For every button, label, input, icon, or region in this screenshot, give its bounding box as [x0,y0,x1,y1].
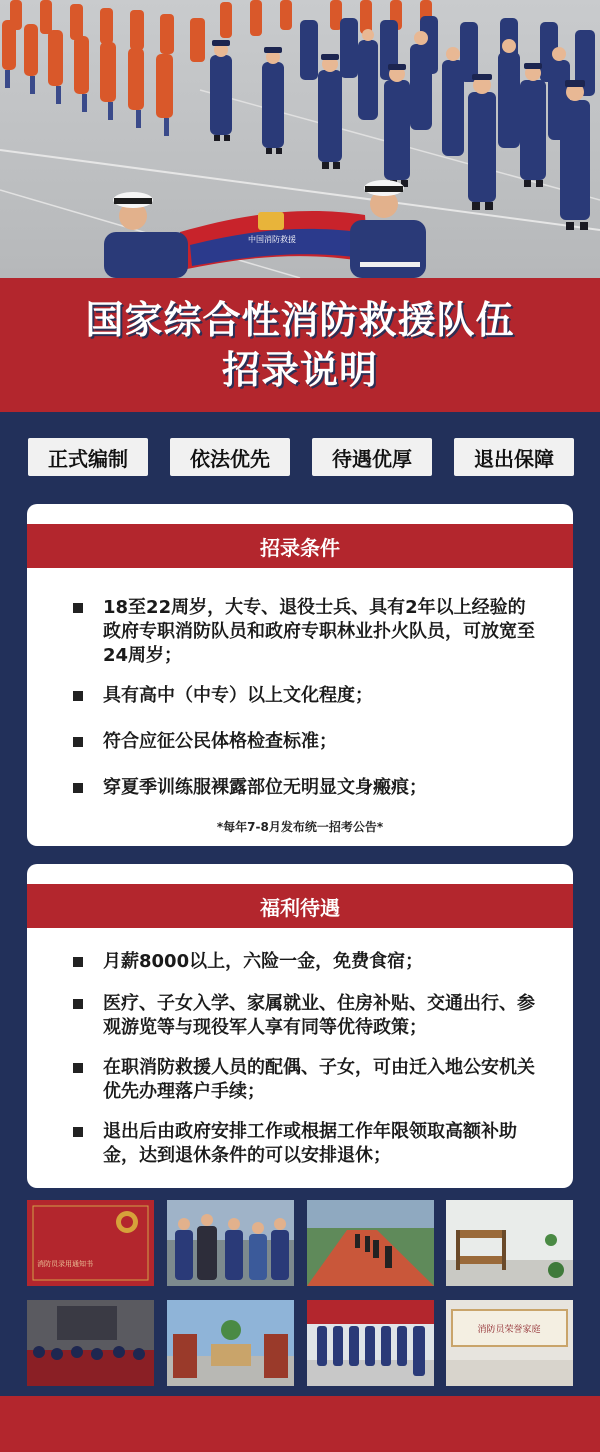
page-title: 国家综合性消防救援队伍 [85,298,515,342]
benefits-card [27,864,573,1188]
photo-formation [307,1300,434,1386]
hero-photo [0,0,600,278]
announcement-note: *每年7-8月发布统一招考公告* [216,820,384,834]
feature-tags [28,438,574,478]
list-item: 具有高中（中专）以上文化程度； [71,684,541,708]
tag-formal-staffing: 正式编制 [28,438,148,476]
photo-enrollment-notice [27,1200,154,1286]
tag-exit-guarantee: 退出保障 [454,438,574,476]
photo-campus-gate [167,1300,294,1386]
photo-honor-family-plaque [446,1300,573,1386]
title-band [0,278,600,412]
photo-running-track [307,1200,434,1286]
photo-grid [27,1200,573,1390]
parade-ground-illustration [0,0,600,278]
requirements-card [27,504,573,846]
list-item: 18至22周岁，大专、退役士兵、具有2年以上经验的政府专职消防队员和政府专职林业扑火队员，可放宽至24周岁； [71,596,541,668]
list-item: 退出后由政府安排工作或根据工作年限领取高额补助金，达到退休条件的可以安排退休； [71,1120,541,1168]
list-item: 符合应征公民体格检查标准； [71,730,541,754]
benefits-list [27,950,573,1168]
list-item: 月薪8000以上，六险一金，免费食宿； [71,950,541,974]
photo-auditorium [27,1300,154,1386]
banner-text: 中国消防救援 [248,235,296,244]
list-item: 穿夏季训练服裸露部位无明显文身瘢痕； [71,776,541,800]
photo-officers [167,1200,294,1286]
photo-dormitory [446,1200,573,1286]
footer-band [0,1396,600,1452]
requirements-heading: 招录条件 [27,524,573,568]
tag-legal-priority: 依法优先 [170,438,290,476]
honor-family-text: 消防员荣誉家庭 [477,1325,541,1335]
tag-good-benefits: 待遇优厚 [312,438,432,476]
notice-text: 消防员录用通知书 [37,1260,93,1268]
list-item: 在职消防救援人员的配偶、子女，可由迁入地公安机关优先办理落户手续； [71,1056,541,1104]
list-item: 医疗、子女入学、家属就业、住房补贴、交通出行、参观游览等与现役军人享有同等优待政策； [71,992,541,1040]
requirements-list [27,596,573,800]
page-subtitle: 招录说明 [221,348,378,392]
benefits-heading: 福利待遇 [27,884,573,928]
